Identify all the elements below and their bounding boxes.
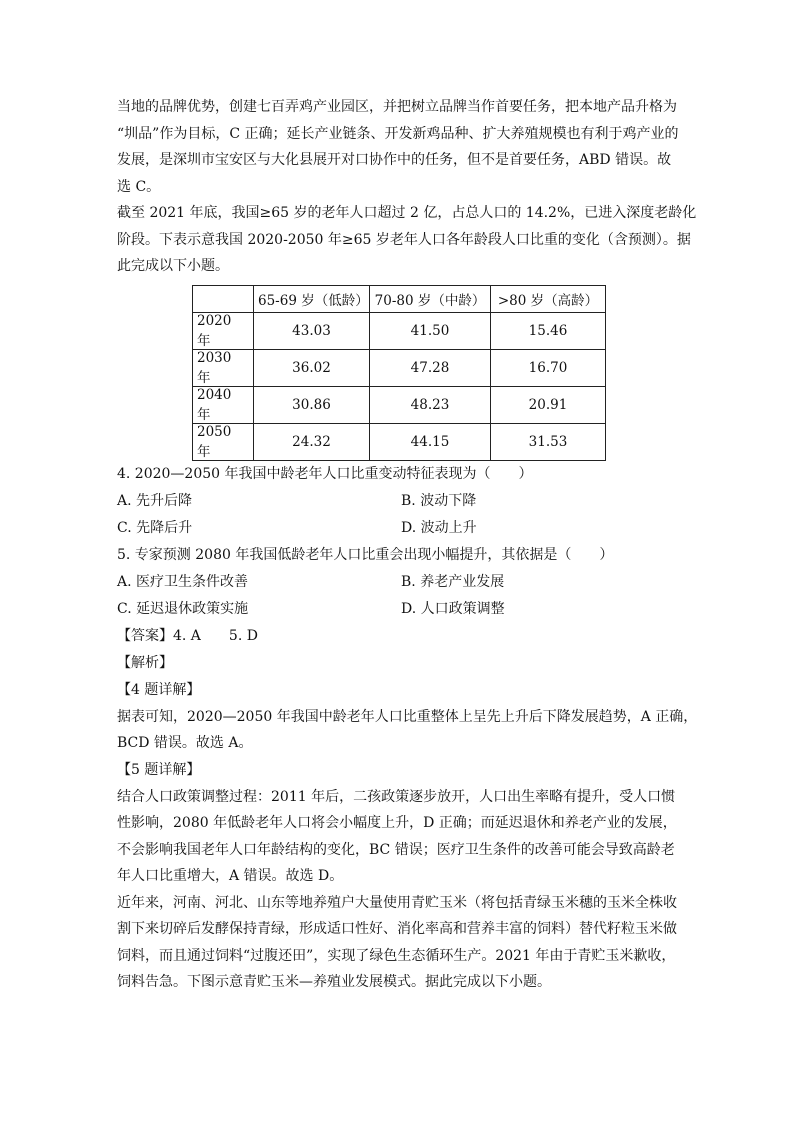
option-b: B. 波动下降: [401, 492, 477, 509]
text-line: BCD 错误。故选 A。: [117, 735, 253, 751]
question-4: 4. 2020—2050 年我国中龄老年人口比重变动特征表现为（ ）: [117, 465, 533, 482]
intro-paragraph: [117, 94, 677, 200]
question-4-options-row-1: [117, 488, 677, 515]
table-year-cell: 2040 年: [193, 386, 254, 423]
table-cell: 16.70: [491, 349, 606, 386]
text-line: 割下来切碎后发酵保持青绿，形成适口性好、消化率高和营养丰富的饲料）替代籽粒玉米做: [117, 921, 677, 937]
table-row: [193, 349, 606, 386]
table-year-cell: 2050 年: [193, 423, 254, 460]
text-line: 性影响，2080 年低龄老年人口将会小幅度上升，D 正确；而延迟退休和养老产业的发展，: [117, 815, 677, 831]
table-cell: 30.86: [254, 386, 370, 423]
option-c: C. 先降后升: [117, 519, 193, 536]
table-row: [193, 423, 606, 460]
document-page: [117, 94, 698, 996]
table-header-cell: 65-69 岁（低龄）: [254, 285, 370, 312]
table-cell: 44.15: [370, 423, 491, 460]
table-corner-cell: [193, 285, 254, 312]
text-line: 饲料告急。下图示意青贮玉米—养殖业发展模式。据此完成以下小题。: [117, 974, 551, 990]
text-line: 近年来，河南、河北、山东等地养殖户大量使用青贮玉米（将包括青绿玉米穗的玉米全株收: [117, 894, 677, 911]
text-line: 据表可知，2020—2050 年我国中龄老年人口比重整体上呈先上升后下降发展趋势，A 正确，: [117, 708, 698, 725]
text-line: 阶段。下表示意我国 2020-2050 年≥65 岁老年人口各年龄段人口比重的变化（含预测）。据: [117, 231, 691, 248]
text-line: 此完成以下小题。: [117, 258, 229, 274]
text-line: 饲料，而且通过饲料“过腹还田”，实现了绿色生态循环生产。2021 年由于青贮玉米歉收，: [117, 947, 676, 964]
text-line: 年人口比重增大，A 错误。故选 D。: [117, 868, 344, 884]
question-4-options-row-2: [117, 515, 677, 542]
table-cell: 41.50: [370, 312, 491, 349]
answer-line: 【答案】4. A 5. D: [117, 627, 258, 644]
table-year-cell: 2030 年: [193, 349, 254, 386]
question-stem: [117, 200, 697, 280]
question-5-options-row-1: [117, 569, 677, 596]
table-cell: 36.02: [254, 349, 370, 386]
option-c: C. 延迟退休政策实施: [117, 600, 249, 617]
option-b: B. 养老产业发展: [401, 573, 505, 590]
detail-5-paragraph: [117, 784, 677, 890]
table-cell: 24.32: [254, 423, 370, 460]
option-a: A. 医疗卫生条件改善: [117, 573, 249, 590]
table-year-cell: 2020 年: [193, 312, 254, 349]
table-cell: 20.91: [491, 386, 606, 423]
table-cell: 47.28: [370, 349, 491, 386]
question-5: 5. 专家预测 2080 年我国低龄老年人口比重会出现小幅提升，其依据是（ ）: [117, 546, 614, 563]
table-row: [193, 386, 606, 423]
detail-5-heading: 【5 题详解】: [117, 761, 201, 778]
table-cell: 15.46: [491, 312, 606, 349]
detail-4-paragraph: [117, 704, 698, 757]
text-line: 发展，是深圳市宝安区与大化县展开对口协作中的任务，但不是首要任务，ABD 错误。故: [117, 152, 672, 168]
option-d: D. 人口政策调整: [401, 600, 505, 617]
table-header-row: [193, 285, 606, 312]
table-cell: 43.03: [254, 312, 370, 349]
population-table: [192, 285, 606, 461]
table-cell: 31.53: [491, 423, 606, 460]
table-header-cell: >80 岁（高龄）: [491, 285, 606, 312]
text-line: 截至 2021 年底，我国≥65 岁的老年人口超过 2 亿，占总人口的 14.2%，已进入深度老龄化: [117, 205, 697, 221]
table-cell: 48.23: [370, 386, 491, 423]
analysis-heading: 【解析】: [117, 654, 173, 671]
option-a: A. 先升后降: [117, 492, 193, 509]
option-d: D. 波动上升: [401, 519, 477, 536]
next-question-stem: [117, 890, 677, 996]
text-line: 选 C。: [117, 178, 161, 195]
text-line: 结合人口政策调整过程：2011 年后，二孩政策逐步放开，人口出生率略有提升，受人口惯: [117, 788, 676, 805]
text-line: 不会影响我国老年人口年龄结构的变化，BC 错误；医疗卫生条件的改善可能会导致高龄老: [117, 841, 675, 858]
text-line: 当地的品牌优势，创建七百弄鸡产业园区，并把树立品牌当作首要任务，把本地产品升格为: [117, 99, 677, 115]
table-row: [193, 312, 606, 349]
table-header-cell: 70-80 岁（中龄）: [370, 285, 491, 312]
question-5-options-row-2: [117, 596, 677, 623]
detail-4-heading: 【4 题详解】: [117, 681, 201, 698]
text-line: “圳品”作为目标，C 正确；延长产业链条、开发新鸡品种、扩大养殖规模也有利于鸡产业的: [117, 125, 679, 142]
